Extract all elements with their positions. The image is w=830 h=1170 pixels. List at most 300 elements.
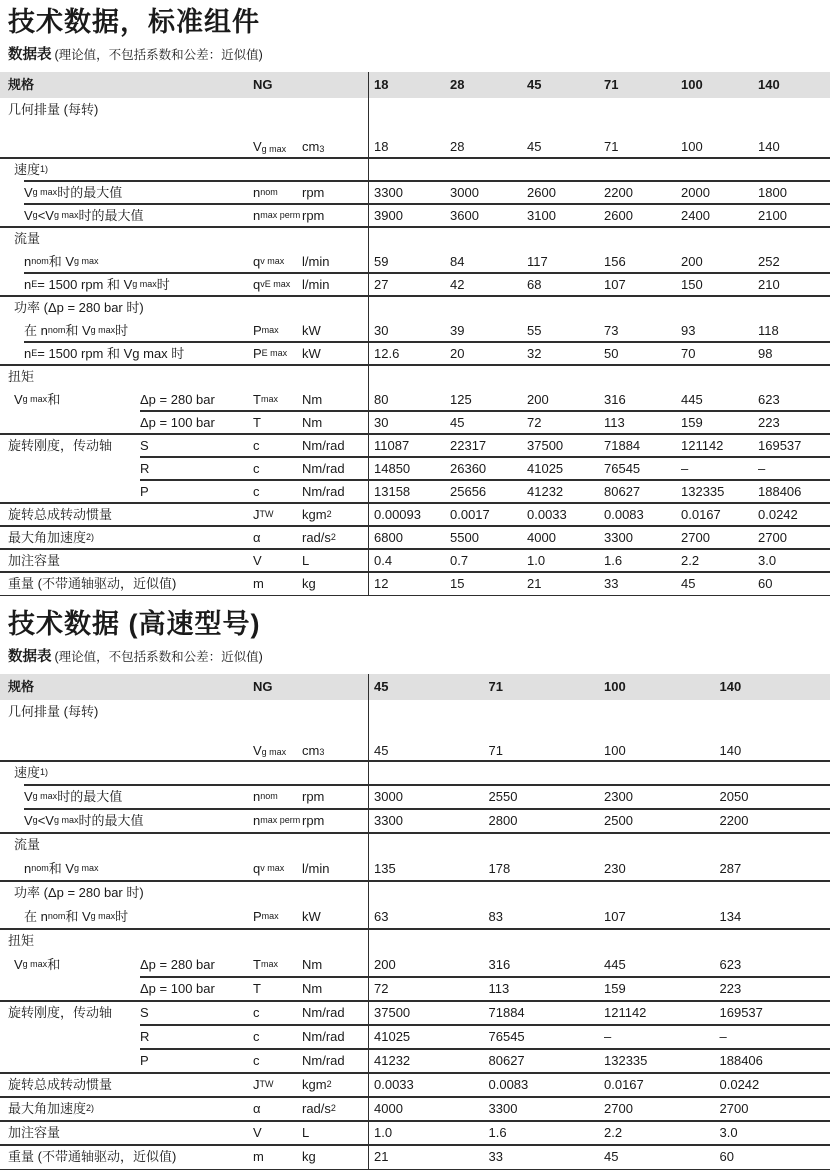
high-speed-table bbox=[0, 674, 830, 1170]
row-value: 1.6 bbox=[484, 1121, 600, 1145]
section-label: 功率 (Δp = 280 bar 时) bbox=[0, 881, 368, 905]
row-label: V g <V g max 时的最大值 bbox=[0, 204, 253, 227]
row-symbol: V g max bbox=[253, 121, 302, 158]
datasheet-label: 数据表 bbox=[8, 47, 52, 63]
row-symbol: n nom bbox=[253, 785, 302, 809]
row-label: n nom 和 V g max bbox=[0, 857, 253, 881]
datasheet-note: (理论值，不包括系数和公差：近似值) bbox=[55, 48, 263, 62]
row-label: V g max 时的最大值 bbox=[0, 785, 253, 809]
row-value: 37500 bbox=[368, 1001, 484, 1025]
section-label: 扭矩 bbox=[0, 929, 368, 953]
row-value bbox=[599, 700, 715, 724]
row-value: 125 bbox=[445, 388, 522, 411]
row-value bbox=[599, 881, 715, 905]
row-label: 旋转总成转动惯量 bbox=[0, 503, 253, 526]
row-value: 60 bbox=[715, 1145, 830, 1169]
row-unit: Nm bbox=[302, 411, 368, 434]
row-value bbox=[368, 761, 484, 785]
row-unit: rad/s 2 bbox=[302, 1097, 368, 1121]
row-unit: Nm/rad bbox=[302, 480, 368, 503]
table-row bbox=[0, 857, 830, 881]
row-label bbox=[0, 1025, 140, 1049]
row-rule bbox=[0, 548, 830, 550]
row-rule bbox=[0, 832, 830, 834]
row-sublabel: S bbox=[140, 1001, 253, 1025]
row-value: 13158 bbox=[368, 480, 445, 503]
header-size-value: 71 bbox=[599, 72, 676, 98]
row-value: 0.0033 bbox=[522, 503, 599, 526]
header-size-value: 71 bbox=[484, 674, 600, 700]
row-rule bbox=[0, 226, 830, 228]
row-value: 45 bbox=[599, 1145, 715, 1169]
row-value bbox=[368, 700, 484, 724]
table-row bbox=[0, 434, 830, 457]
row-sublabel: Δp = 280 bar bbox=[140, 388, 253, 411]
row-value: 1.0 bbox=[522, 549, 599, 572]
row-value bbox=[368, 365, 445, 388]
row-value bbox=[676, 158, 753, 181]
table-row bbox=[0, 98, 830, 121]
table-row bbox=[0, 319, 830, 342]
table-row bbox=[0, 204, 830, 227]
row-value: 76545 bbox=[599, 457, 676, 480]
row-label: 在 n nom 和 V g max 时 bbox=[0, 905, 253, 929]
table-row bbox=[0, 881, 830, 905]
row-value: 2700 bbox=[753, 526, 830, 549]
row-symbol: P max bbox=[253, 905, 302, 929]
row-value bbox=[599, 296, 676, 319]
row-sublabel: P bbox=[140, 480, 253, 503]
row-label: 加注容量 bbox=[0, 1121, 253, 1145]
row-value bbox=[676, 296, 753, 319]
row-value: 118 bbox=[753, 319, 830, 342]
row-value: 25656 bbox=[445, 480, 522, 503]
row-value: 117 bbox=[522, 250, 599, 273]
row-value: 0.0017 bbox=[445, 503, 522, 526]
row-value: 41232 bbox=[522, 480, 599, 503]
row-value bbox=[522, 98, 599, 121]
row-unit: rpm bbox=[302, 181, 368, 204]
table-row bbox=[0, 1001, 830, 1025]
row-rule bbox=[24, 341, 830, 343]
row-value bbox=[599, 761, 715, 785]
row-value: 3600 bbox=[445, 204, 522, 227]
row-value bbox=[445, 365, 522, 388]
row-value: 188406 bbox=[753, 480, 830, 503]
row-unit: kg bbox=[302, 572, 368, 595]
row-value: 4000 bbox=[368, 1097, 484, 1121]
row-sublabel: P bbox=[140, 1049, 253, 1073]
standard-components-table bbox=[0, 72, 830, 596]
row-symbol: T bbox=[253, 411, 302, 434]
row-value: 178 bbox=[484, 857, 600, 881]
row-value bbox=[676, 227, 753, 250]
row-value: 445 bbox=[676, 388, 753, 411]
row-symbol: n max perm bbox=[253, 204, 302, 227]
row-value: 107 bbox=[599, 273, 676, 296]
row-value: 0.0083 bbox=[484, 1073, 600, 1097]
row-value: 33 bbox=[599, 572, 676, 595]
row-value: – bbox=[676, 457, 753, 480]
row-unit: kg bbox=[302, 1145, 368, 1169]
table-row bbox=[0, 549, 830, 572]
row-unit: Nm/rad bbox=[302, 457, 368, 480]
row-value: 1.0 bbox=[368, 1121, 484, 1145]
table-row bbox=[0, 1145, 830, 1169]
row-value: 2700 bbox=[599, 1097, 715, 1121]
row-value: 113 bbox=[484, 977, 600, 1001]
row-value bbox=[753, 365, 830, 388]
row-value: 200 bbox=[368, 953, 484, 977]
row-value: 132335 bbox=[676, 480, 753, 503]
row-symbol: P max bbox=[253, 319, 302, 342]
row-value: 169537 bbox=[715, 1001, 830, 1025]
row-symbol: J TW bbox=[253, 1073, 302, 1097]
row-value: 22317 bbox=[445, 434, 522, 457]
row-value: 3100 bbox=[522, 204, 599, 227]
row-symbol: c bbox=[253, 1025, 302, 1049]
row-rule bbox=[0, 1120, 830, 1122]
row-unit: kW bbox=[302, 905, 368, 929]
row-label: 在 n nom 和 V g max 时 bbox=[0, 319, 253, 342]
row-rule bbox=[0, 525, 830, 527]
row-value: 5500 bbox=[445, 526, 522, 549]
section-label: 几何排量 (每转) bbox=[0, 700, 368, 724]
row-rule bbox=[0, 295, 830, 297]
row-value: 18 bbox=[368, 121, 445, 158]
row-label bbox=[0, 1049, 140, 1073]
row-unit: kW bbox=[302, 342, 368, 365]
row-unit: cm 3 bbox=[302, 121, 368, 158]
row-value: 21 bbox=[368, 1145, 484, 1169]
row-value: 0.0242 bbox=[715, 1073, 830, 1097]
row-rule bbox=[24, 180, 830, 182]
row-value bbox=[368, 929, 484, 953]
row-rule bbox=[0, 571, 830, 573]
datasheet-subtitle bbox=[8, 649, 830, 666]
row-value bbox=[445, 98, 522, 121]
row-value: 12.6 bbox=[368, 342, 445, 365]
row-value: 71 bbox=[484, 724, 600, 761]
header-ng-label: NG bbox=[253, 72, 368, 98]
row-value: 1.6 bbox=[599, 549, 676, 572]
row-value bbox=[484, 761, 600, 785]
row-value: 316 bbox=[484, 953, 600, 977]
table-row bbox=[0, 700, 830, 724]
row-value bbox=[715, 881, 830, 905]
row-rule bbox=[0, 157, 830, 159]
row-value: 68 bbox=[522, 273, 599, 296]
row-value: 41025 bbox=[522, 457, 599, 480]
table-row bbox=[0, 572, 830, 595]
table-row bbox=[0, 503, 830, 526]
row-symbol: V bbox=[253, 549, 302, 572]
table-header-row bbox=[0, 72, 830, 98]
row-value: 252 bbox=[753, 250, 830, 273]
row-symbol: c bbox=[253, 1049, 302, 1073]
row-value: 21 bbox=[522, 572, 599, 595]
row-value bbox=[484, 833, 600, 857]
row-value bbox=[753, 227, 830, 250]
table-row bbox=[0, 929, 830, 953]
row-unit: kgm 2 bbox=[302, 503, 368, 526]
row-value: 623 bbox=[753, 388, 830, 411]
row-value bbox=[599, 929, 715, 953]
row-rule bbox=[0, 433, 830, 435]
row-value bbox=[368, 227, 445, 250]
table-row bbox=[0, 273, 830, 296]
row-value: 159 bbox=[599, 977, 715, 1001]
row-value: 41232 bbox=[368, 1049, 484, 1073]
row-rule bbox=[0, 1096, 830, 1098]
row-rule bbox=[0, 760, 830, 762]
row-value: 3300 bbox=[368, 181, 445, 204]
row-rule bbox=[0, 928, 830, 930]
row-unit: kW bbox=[302, 319, 368, 342]
row-label: 重量 (不带通轴驱动，近似值) bbox=[0, 572, 253, 595]
row-value: 121142 bbox=[676, 434, 753, 457]
row-value: 80627 bbox=[599, 480, 676, 503]
row-value: 159 bbox=[676, 411, 753, 434]
row-symbol: c bbox=[253, 434, 302, 457]
row-unit: rpm bbox=[302, 785, 368, 809]
row-value bbox=[522, 365, 599, 388]
row-value bbox=[368, 158, 445, 181]
table-row bbox=[0, 1049, 830, 1073]
row-label bbox=[0, 457, 140, 480]
row-value bbox=[599, 365, 676, 388]
section-label: 功率 (Δp = 280 bar 时) bbox=[0, 296, 368, 319]
row-value: 2200 bbox=[715, 809, 830, 833]
header-size-value: 45 bbox=[368, 674, 484, 700]
row-symbol: P E max bbox=[253, 342, 302, 365]
row-unit: Nm/rad bbox=[302, 434, 368, 457]
row-symbol: J TW bbox=[253, 503, 302, 526]
header-size-value: 100 bbox=[599, 674, 715, 700]
row-rule bbox=[0, 364, 830, 366]
row-value: 2100 bbox=[753, 204, 830, 227]
row-value bbox=[715, 929, 830, 953]
row-sublabel: Δp = 280 bar bbox=[140, 953, 253, 977]
table-row bbox=[0, 977, 830, 1001]
header-size-value: 100 bbox=[676, 72, 753, 98]
row-rule bbox=[24, 203, 830, 205]
row-value: 4000 bbox=[522, 526, 599, 549]
row-value: 42 bbox=[445, 273, 522, 296]
row-value: 100 bbox=[599, 724, 715, 761]
row-label bbox=[0, 977, 140, 1001]
header-ng-label: NG bbox=[253, 674, 368, 700]
row-unit: L bbox=[302, 1121, 368, 1145]
row-rule bbox=[140, 456, 830, 458]
table-row bbox=[0, 250, 830, 273]
table-row bbox=[0, 833, 830, 857]
row-value: 12 bbox=[368, 572, 445, 595]
row-value bbox=[368, 296, 445, 319]
row-value: 0.0167 bbox=[599, 1073, 715, 1097]
table-row bbox=[0, 411, 830, 434]
datasheet-subtitle bbox=[8, 47, 830, 64]
row-value: 37500 bbox=[522, 434, 599, 457]
row-value: 2200 bbox=[599, 181, 676, 204]
row-value bbox=[522, 227, 599, 250]
row-value: 2.2 bbox=[599, 1121, 715, 1145]
row-value: 93 bbox=[676, 319, 753, 342]
header-size-value: 28 bbox=[445, 72, 522, 98]
row-unit: Nm bbox=[302, 388, 368, 411]
row-symbol: T bbox=[253, 977, 302, 1001]
table-row bbox=[0, 227, 830, 250]
row-label: V g <V g max 时的最大值 bbox=[0, 809, 253, 833]
row-value: 2600 bbox=[522, 181, 599, 204]
row-label: 最大角加速度 2) bbox=[0, 526, 253, 549]
row-value bbox=[368, 881, 484, 905]
row-value: 32 bbox=[522, 342, 599, 365]
row-symbol: q v max bbox=[253, 250, 302, 273]
row-value: 623 bbox=[715, 953, 830, 977]
row-value: 30 bbox=[368, 319, 445, 342]
row-value: 169537 bbox=[753, 434, 830, 457]
row-value bbox=[368, 833, 484, 857]
row-value: 0.0033 bbox=[368, 1073, 484, 1097]
row-sublabel: Δp = 100 bar bbox=[140, 411, 253, 434]
row-value bbox=[445, 227, 522, 250]
row-label bbox=[0, 724, 253, 761]
row-value: 80627 bbox=[484, 1049, 600, 1073]
row-value: 134 bbox=[715, 905, 830, 929]
row-value bbox=[753, 296, 830, 319]
row-value: 26360 bbox=[445, 457, 522, 480]
row-symbol: T max bbox=[253, 388, 302, 411]
header-size-value: 140 bbox=[715, 674, 830, 700]
row-value bbox=[715, 833, 830, 857]
row-value: 3000 bbox=[368, 785, 484, 809]
row-symbol: α bbox=[253, 526, 302, 549]
row-value: 223 bbox=[753, 411, 830, 434]
row-value: 3300 bbox=[368, 809, 484, 833]
row-value bbox=[599, 833, 715, 857]
row-label: 重量 (不带通轴驱动，近似值) bbox=[0, 1145, 253, 1169]
row-value bbox=[522, 296, 599, 319]
row-value: 28 bbox=[445, 121, 522, 158]
row-unit: rpm bbox=[302, 809, 368, 833]
row-value: 200 bbox=[676, 250, 753, 273]
row-unit: Nm/rad bbox=[302, 1025, 368, 1049]
row-value: 150 bbox=[676, 273, 753, 296]
row-value bbox=[445, 158, 522, 181]
table-row bbox=[0, 785, 830, 809]
row-sublabel: S bbox=[140, 434, 253, 457]
row-symbol: m bbox=[253, 1145, 302, 1169]
row-value: 200 bbox=[522, 388, 599, 411]
row-value: 0.4 bbox=[368, 549, 445, 572]
row-value bbox=[753, 98, 830, 121]
row-value: 132335 bbox=[599, 1049, 715, 1073]
row-unit: Nm bbox=[302, 953, 368, 977]
row-value: 140 bbox=[753, 121, 830, 158]
table-row bbox=[0, 388, 830, 411]
row-value: 230 bbox=[599, 857, 715, 881]
row-value: – bbox=[715, 1025, 830, 1049]
section-label: 速度 1) bbox=[0, 761, 368, 785]
row-value bbox=[599, 98, 676, 121]
row-rule bbox=[140, 1024, 830, 1026]
row-rule bbox=[24, 784, 830, 786]
table-row bbox=[0, 1121, 830, 1145]
row-symbol: c bbox=[253, 457, 302, 480]
row-rule bbox=[0, 880, 830, 882]
row-value: 71 bbox=[599, 121, 676, 158]
row-value: 63 bbox=[368, 905, 484, 929]
row-rule bbox=[140, 410, 830, 412]
row-symbol: c bbox=[253, 1001, 302, 1025]
row-unit: rpm bbox=[302, 204, 368, 227]
row-label bbox=[0, 411, 140, 434]
row-value: 80 bbox=[368, 388, 445, 411]
row-value: 210 bbox=[753, 273, 830, 296]
row-value: 3000 bbox=[445, 181, 522, 204]
row-rule bbox=[0, 502, 830, 504]
row-value: 0.7 bbox=[445, 549, 522, 572]
row-value: 41025 bbox=[368, 1025, 484, 1049]
row-unit: cm 3 bbox=[302, 724, 368, 761]
row-unit: Nm bbox=[302, 977, 368, 1001]
row-label: 旋转总成转动惯量 bbox=[0, 1073, 253, 1097]
row-value: 2700 bbox=[676, 526, 753, 549]
row-value: 3300 bbox=[599, 526, 676, 549]
row-value: 55 bbox=[522, 319, 599, 342]
row-value: 2500 bbox=[599, 809, 715, 833]
row-value: 39 bbox=[445, 319, 522, 342]
row-symbol: α bbox=[253, 1097, 302, 1121]
row-label: 加注容量 bbox=[0, 549, 253, 572]
section-label: 流量 bbox=[0, 227, 368, 250]
row-sublabel: R bbox=[140, 457, 253, 480]
table-row bbox=[0, 809, 830, 833]
row-value: 2800 bbox=[484, 809, 600, 833]
row-label bbox=[0, 480, 140, 503]
row-label: V g max 和 bbox=[0, 388, 140, 411]
row-unit: Nm/rad bbox=[302, 1049, 368, 1073]
row-symbol: q v max bbox=[253, 857, 302, 881]
row-value: 73 bbox=[599, 319, 676, 342]
row-value: 316 bbox=[599, 388, 676, 411]
section-label: 几何排量 (每转) bbox=[0, 98, 368, 121]
row-value bbox=[368, 98, 445, 121]
datasheet-label: 数据表 bbox=[8, 649, 52, 665]
row-value: 50 bbox=[599, 342, 676, 365]
header-size-value: 18 bbox=[368, 72, 445, 98]
row-symbol: m bbox=[253, 572, 302, 595]
row-value: 11087 bbox=[368, 434, 445, 457]
row-value: 71884 bbox=[599, 434, 676, 457]
row-value bbox=[753, 158, 830, 181]
table-row bbox=[0, 457, 830, 480]
row-value: 45 bbox=[522, 121, 599, 158]
row-value: 2000 bbox=[676, 181, 753, 204]
row-value: 107 bbox=[599, 905, 715, 929]
row-rule bbox=[140, 479, 830, 481]
header-size-value: 45 bbox=[522, 72, 599, 98]
table-row bbox=[0, 480, 830, 503]
row-value: 3300 bbox=[484, 1097, 600, 1121]
row-value: 84 bbox=[445, 250, 522, 273]
row-value: – bbox=[753, 457, 830, 480]
table-row bbox=[0, 121, 830, 158]
row-value: 27 bbox=[368, 273, 445, 296]
row-unit: l/min bbox=[302, 250, 368, 273]
row-unit: l/min bbox=[302, 857, 368, 881]
